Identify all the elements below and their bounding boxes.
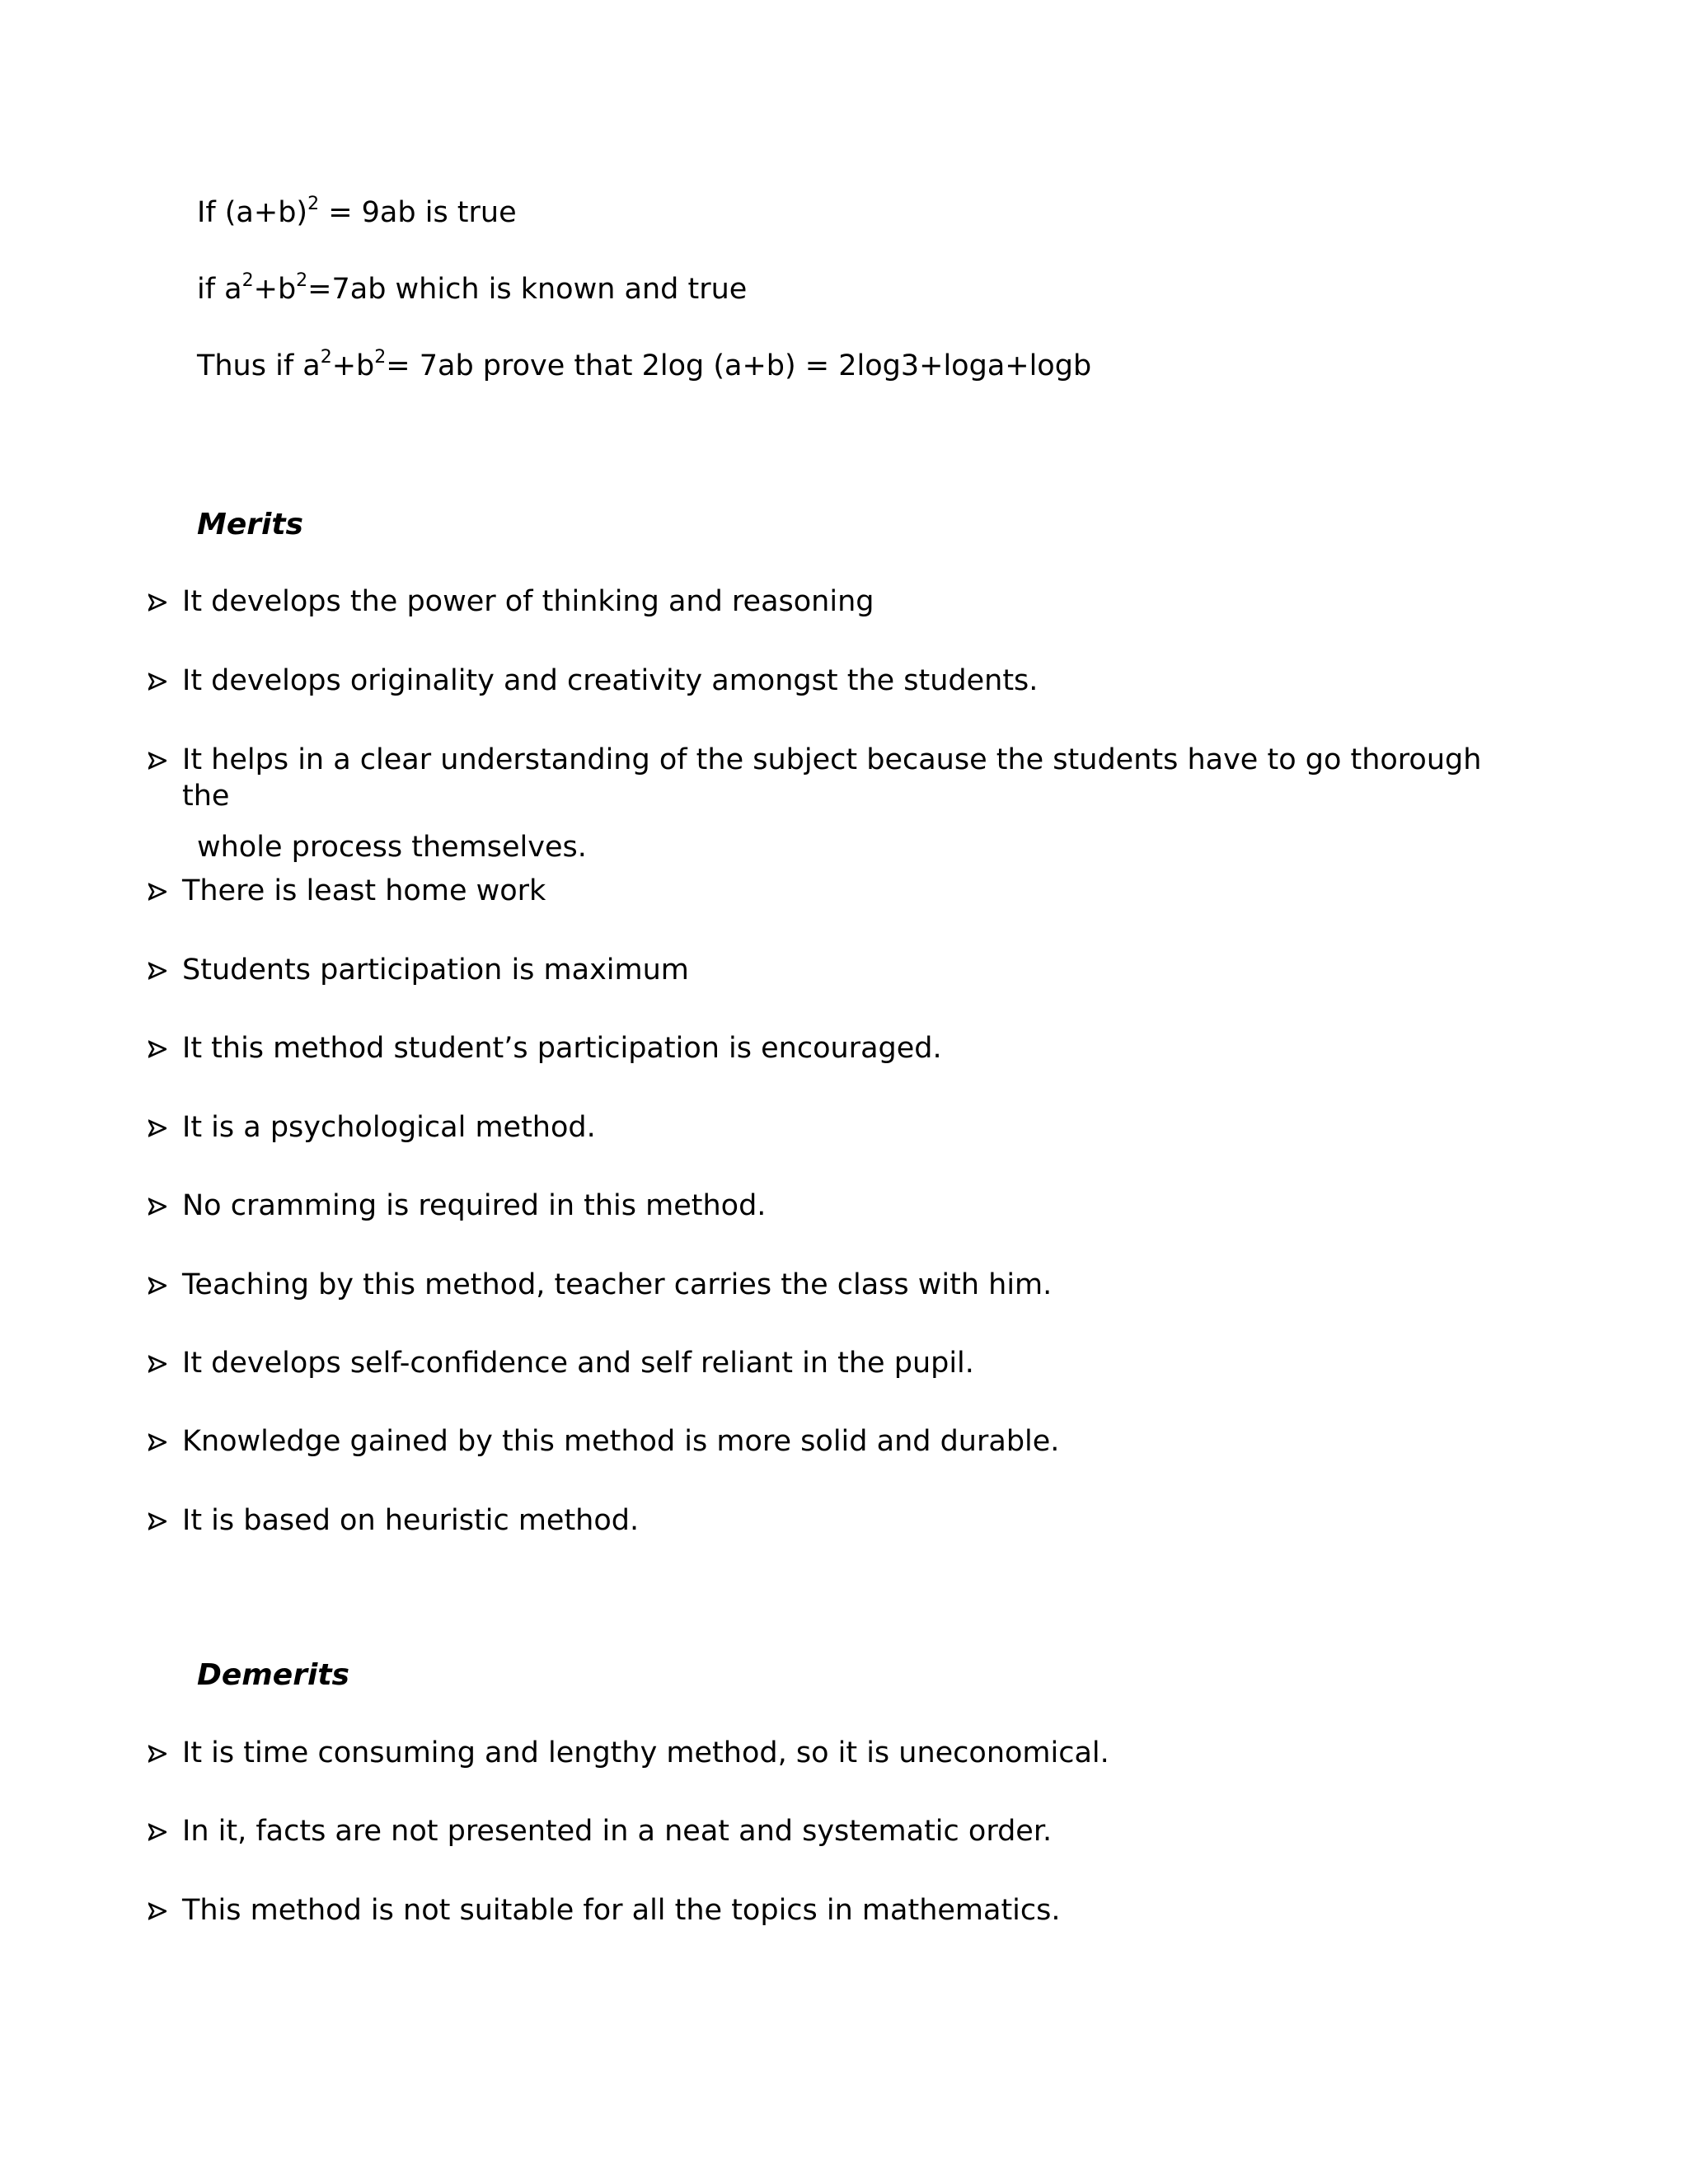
merit-item — [148, 1423, 1533, 1460]
superscript: 2 — [374, 347, 387, 368]
equation-text: Thus if a — [197, 349, 321, 382]
equation-text: =7ab which is known and true — [307, 273, 748, 306]
arrowhead-bullet-icon — [148, 752, 166, 770]
demerit-text: It is time consuming and lengthy method, so it is uneconomical. — [182, 1736, 1109, 1769]
arrowhead-bullet-icon — [148, 1119, 166, 1137]
demerit-item — [148, 1892, 1533, 1929]
arrowhead-bullet-icon — [148, 673, 166, 691]
equation-text: = 9ab is true — [319, 196, 517, 229]
merit-text: It develops self-confidence and self reliant in the pupil. — [182, 1347, 974, 1380]
merit-item — [148, 952, 1533, 988]
equation-text: +b — [253, 273, 297, 306]
equation-text: if a — [197, 273, 242, 306]
merit-text: It develops originality and creativity amongst the students. — [182, 664, 1039, 697]
arrowhead-bullet-icon — [148, 1745, 166, 1763]
arrowhead-bullet-icon — [148, 962, 166, 980]
merit-text: Knowledge gained by this method is more solid and durable. — [182, 1425, 1060, 1458]
merit-text: Students participation is maximum — [182, 954, 689, 987]
merit-item — [148, 1267, 1533, 1303]
merits-heading: Merits — [197, 508, 303, 541]
equation-line-3 — [197, 348, 1091, 384]
superscript: 2 — [241, 270, 254, 292]
demerits-heading: Demerits — [197, 1658, 349, 1692]
demerit-text: This method is not suitable for all the topics in mathematics. — [182, 1894, 1061, 1927]
arrowhead-bullet-icon — [148, 883, 166, 901]
merit-text: Teaching by this method, teacher carries the class with him. — [182, 1268, 1053, 1301]
merit-text: It this method student’s participation is encouraged. — [182, 1032, 942, 1065]
superscript: 2 — [296, 270, 308, 292]
merit-item — [148, 873, 1533, 909]
arrowhead-bullet-icon — [148, 1355, 166, 1373]
merit-item — [148, 742, 1533, 865]
merit-text-continuation: whole process themselves. — [197, 831, 587, 864]
arrowhead-bullet-icon — [148, 593, 166, 612]
arrowhead-bullet-icon — [148, 1823, 166, 1841]
arrowhead-bullet-icon — [148, 1197, 166, 1216]
demerit-item — [148, 1735, 1533, 1771]
equation-text: = 7ab prove that 2log (a+b) = 2log3+loga+logb — [386, 349, 1092, 382]
arrowhead-bullet-icon — [148, 1040, 166, 1058]
arrowhead-bullet-icon — [148, 1277, 166, 1295]
demerit-item — [148, 1813, 1533, 1849]
merit-text-line: It helps in a clear understanding of the subject because the students have to go thorough the — [182, 743, 1482, 813]
merit-text: It develops the power of thinking and reasoning — [182, 585, 874, 618]
arrowhead-bullet-icon — [148, 1902, 166, 1920]
merit-text — [182, 742, 1533, 865]
merit-item — [148, 1109, 1533, 1146]
merit-item — [148, 1188, 1533, 1224]
merit-item — [148, 1345, 1533, 1381]
merit-text: There is least home work — [182, 874, 546, 907]
merit-item — [148, 1502, 1533, 1539]
merit-item — [148, 663, 1533, 699]
arrowhead-bullet-icon — [148, 1433, 166, 1451]
arrowhead-bullet-icon — [148, 1512, 166, 1530]
equation-text: If (a+b) — [197, 196, 308, 229]
superscript: 2 — [307, 194, 320, 215]
merit-item — [148, 583, 1533, 620]
merit-text: It is based on heuristic method. — [182, 1504, 640, 1537]
merit-item — [148, 1030, 1533, 1066]
merit-text: No cramming is required in this method. — [182, 1189, 767, 1222]
equation-text: +b — [331, 349, 375, 382]
merit-text: It is a psychological method. — [182, 1111, 596, 1144]
equation-line-1 — [197, 194, 517, 231]
equation-line-2 — [197, 271, 747, 307]
superscript: 2 — [320, 347, 332, 368]
demerit-text: In it, facts are not presented in a neat and systematic order. — [182, 1815, 1053, 1848]
